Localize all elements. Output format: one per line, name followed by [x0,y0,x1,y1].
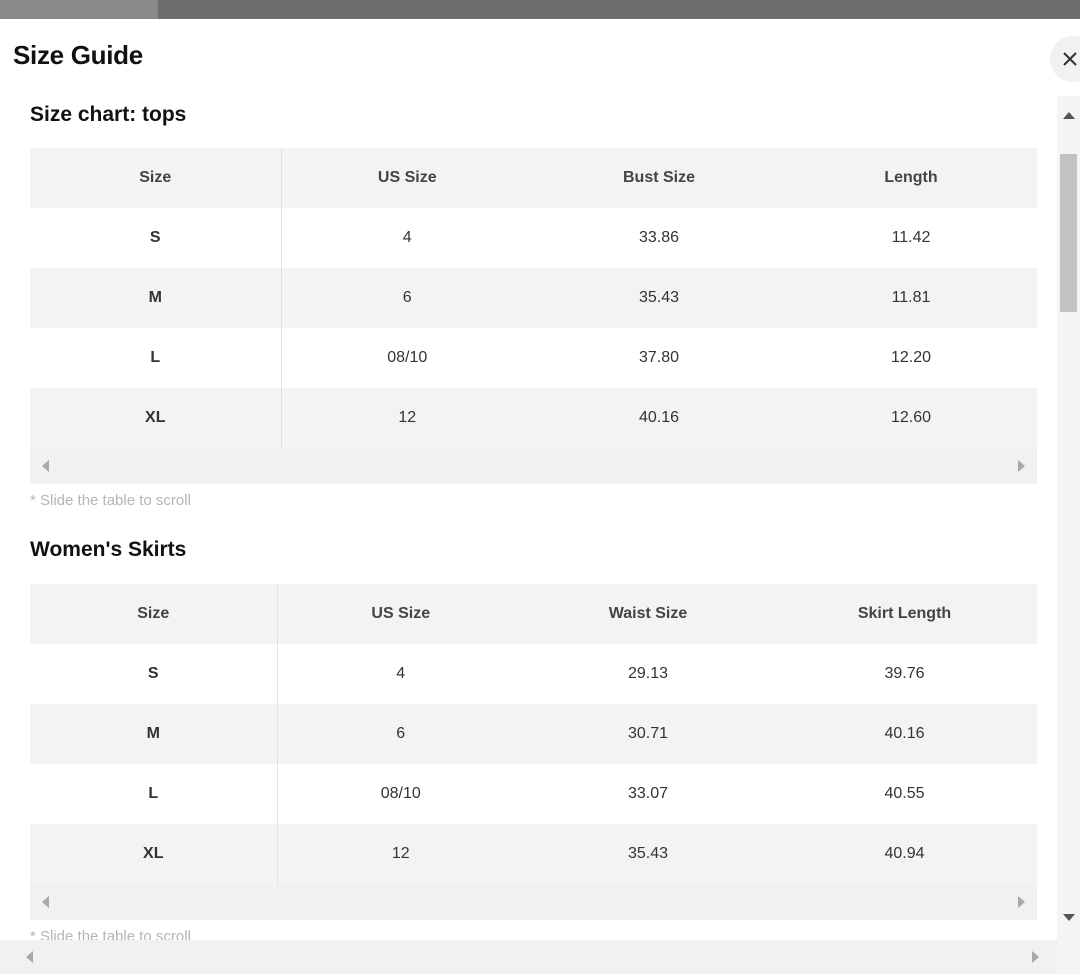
skirt-length-cell: 39.76 [884,665,925,682]
scroll-right-arrow-icon[interactable] [1032,951,1039,963]
column-header: Waist Size [608,605,688,622]
waist-size-cell: 33.07 [627,785,669,802]
size-cell: XL [30,824,277,884]
size-guide-content[interactable] [0,96,1057,940]
column-header: US Size [377,169,437,186]
column-header: Size [30,148,281,208]
column-header: Bust Size [622,169,695,186]
length-cell: 11.81 [891,289,931,306]
table-header-row [30,584,1037,644]
scroll-up-arrow-icon[interactable] [1063,112,1075,119]
column-header: Skirt Length [857,605,952,622]
skirts-size-table [30,584,1037,884]
tops-section-title: Size chart: tops [30,103,187,126]
column-header: US Size [371,605,431,622]
tops-table-scrollbar[interactable] [30,448,1037,484]
us-size-cell: 08/10 [380,785,421,802]
size-cell: L [30,328,281,388]
us-size-cell: 08/10 [387,349,428,366]
size-cell: L [30,764,277,824]
table-row [30,268,1037,328]
us-size-cell: 12 [391,845,410,862]
us-size-cell: 4 [402,229,412,246]
size-cell: S [30,644,277,704]
skirt-length-cell: 40.94 [884,845,925,862]
table-row [30,208,1037,268]
close-button[interactable] [1050,36,1080,82]
size-cell: M [30,704,277,764]
us-size-cell: 6 [396,725,406,742]
scroll-left-arrow-icon[interactable] [42,460,49,472]
modal-title: Size Guide [13,40,143,70]
table-row [30,824,1037,884]
close-icon [1062,51,1078,67]
length-cell: 11.42 [891,229,931,246]
skirts-scroll-hint: * Slide the table to scroll [30,928,191,940]
scroll-down-arrow-icon[interactable] [1063,914,1075,921]
table-row [30,388,1037,448]
column-header: Size [30,584,277,644]
size-cell: S [30,208,281,268]
vertical-scrollbar[interactable] [1057,96,1080,940]
size-cell: XL [30,388,281,448]
skirts-table-scrollbar[interactable] [30,884,1037,920]
bust-size-cell: 40.16 [638,409,680,426]
bust-size-cell: 33.86 [638,229,680,246]
skirt-length-cell: 40.16 [884,725,925,742]
us-size-cell: 4 [396,665,406,682]
top-bar [0,0,1080,19]
length-cell: 12.60 [890,409,932,426]
table-row [30,644,1037,704]
column-header: Length [884,169,938,186]
table-row [30,764,1037,824]
table-row [30,704,1037,764]
horizontal-scrollbar[interactable] [0,940,1057,974]
table-row [30,328,1037,388]
us-size-cell: 12 [398,409,417,426]
tops-section [30,97,1037,514]
waist-size-cell: 29.13 [627,665,669,682]
skirts-section [30,532,1037,940]
skirts-section-title: Women's Skirts [30,538,187,561]
scroll-left-arrow-icon[interactable] [26,951,33,963]
waist-size-cell: 35.43 [627,845,669,862]
waist-size-cell: 30.71 [627,725,669,742]
scroll-right-arrow-icon[interactable] [1018,896,1025,908]
tops-scroll-hint: * Slide the table to scroll [30,492,191,509]
scroll-left-arrow-icon[interactable] [42,896,49,908]
tops-size-table [30,148,1037,448]
us-size-cell: 6 [402,289,412,306]
size-cell: M [30,268,281,328]
top-bar-segment [0,0,158,19]
scroll-right-arrow-icon[interactable] [1018,460,1025,472]
skirt-length-cell: 40.55 [884,785,925,802]
scrollbar-thumb[interactable] [1060,154,1077,312]
scrollbar-corner [1057,940,1080,974]
length-cell: 12.20 [890,349,932,366]
bust-size-cell: 37.80 [638,349,680,366]
bust-size-cell: 35.43 [638,289,680,306]
table-header-row [30,148,1037,208]
